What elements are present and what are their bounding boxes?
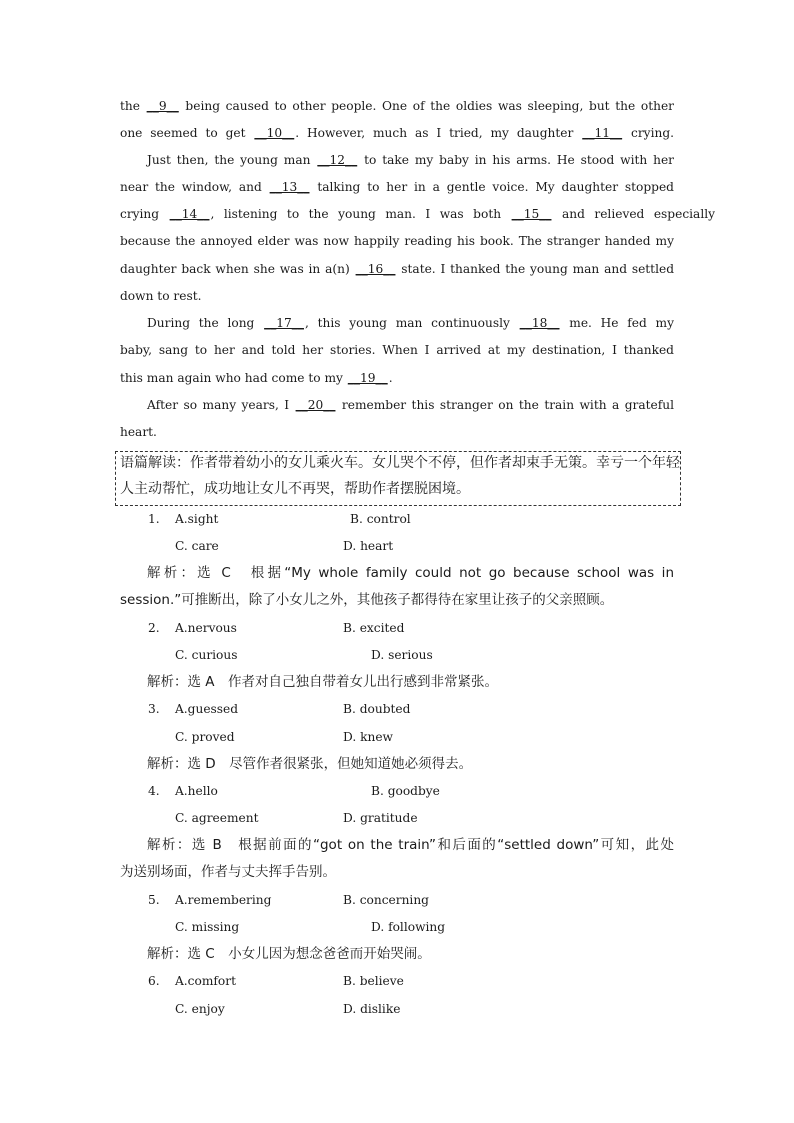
blank-10: __10__ <box>254 126 295 140</box>
analysis-text: 解析：选 D 尽管作者很紧张，但她知道她必须得去。 <box>147 756 473 772</box>
blank-12: __12__ <box>317 153 358 167</box>
option-d: D. following <box>371 920 446 934</box>
passage-line: baby, sang to her and told her stories. When I arrived at my destination, I thanked <box>120 343 674 357</box>
blank-15: __15__ <box>511 207 552 221</box>
analysis-text: 解析：选 B 根据前面的“got on the train”和后面的“settled down”可知，此处 <box>147 837 674 853</box>
blank-17: __17__ <box>264 316 304 330</box>
blank-18: __18__ <box>519 316 560 330</box>
blank-9: __9__ <box>146 99 179 113</box>
option-b: B. concerning <box>343 893 429 907</box>
question-number: 2. <box>148 621 160 635</box>
blank-14: __14__ <box>169 207 210 221</box>
blank-16: __16__ <box>355 262 396 276</box>
analysis-text: session.”可推断出，除了小女儿之外，其他孩子都得待在家里让孩子的父亲照顾。 <box>120 592 614 608</box>
option-d: D. knew <box>343 730 393 744</box>
blank-13: __13__ <box>269 180 310 194</box>
option-a: A.sight <box>175 512 219 526</box>
passage-line: the __9__ being caused to other people. One of the oldies was sleeping, but the other <box>120 99 674 113</box>
analysis-text: 解析：选 C 根据“My whole family could not go because school was in <box>147 565 674 581</box>
passage-line: crying __14__, listening to the young man. I was both __15__ and relieved especially <box>120 207 715 221</box>
passage-line: heart. <box>120 425 157 439</box>
option-a: A.hello <box>175 784 218 798</box>
option-b: B. control <box>350 512 411 526</box>
option-b: B. believe <box>343 974 404 988</box>
passage-line: Just then, the young man __12__ to take my baby in his arms. He stood with her <box>147 153 674 167</box>
option-d: D. gratitude <box>343 811 418 825</box>
question-number: 3. <box>148 702 160 716</box>
option-a: A.remembering <box>175 893 272 907</box>
question-number: 1. <box>148 512 160 526</box>
option-c: C. proved <box>175 730 235 744</box>
analysis-text: 解析：选 A 作者对自己独自带着女儿出行感到非常紧张。 <box>147 674 499 690</box>
option-c: C. enjoy <box>175 1002 225 1016</box>
passage-line: because the annoyed elder was now happily reading his book. The stranger handed my <box>120 234 674 248</box>
passage-line: daughter back when she was in a(n) __16__ state. I thanked the young man and settled <box>120 262 674 276</box>
option-a: A.nervous <box>175 621 237 635</box>
summary-text: 语篇解读：作者带着幼小的女儿乘火车。女儿哭个不停，但作者却束手无策。幸亏一个年轻 <box>120 455 680 471</box>
question-number: 5. <box>148 893 160 907</box>
option-c: C. agreement <box>175 811 259 825</box>
option-b: B. excited <box>343 621 405 635</box>
option-a: A.guessed <box>175 702 239 716</box>
blank-11: __11__ <box>582 126 623 140</box>
option-a: A.comfort <box>175 974 236 988</box>
passage-line: this man again who had come to my __19__. <box>120 371 393 385</box>
blank-20: __20__ <box>295 398 336 412</box>
option-c: C. curious <box>175 648 238 662</box>
analysis-text: 为送别场面，作者与丈夫挥手告别。 <box>120 864 336 880</box>
passage-line: After so many years, I __20__ remember this stranger on the train with a grateful <box>147 398 674 412</box>
passage-line: near the window, and __13__ talking to her in a gentle voice. My daughter stopped <box>120 180 674 194</box>
summary-text: 人主动帮忙，成功地让女儿不再哭，帮助作者摆脱困境。 <box>120 481 470 497</box>
option-d: D. dislike <box>343 1002 401 1016</box>
option-c: C. care <box>175 539 219 553</box>
option-c: C. missing <box>175 920 240 934</box>
question-number: 6. <box>148 974 160 988</box>
passage-line: down to rest. <box>120 289 202 303</box>
passage-line: During the long __17__, this young man continuously __18__ me. He fed my <box>147 316 674 330</box>
option-d: D. serious <box>371 648 433 662</box>
question-number: 4. <box>148 784 160 798</box>
option-b: B. goodbye <box>371 784 440 798</box>
blank-19: __19__ <box>347 371 388 385</box>
option-d: D. heart <box>343 539 394 553</box>
option-b: B. doubted <box>343 702 411 716</box>
analysis-text: 解析：选 C 小女儿因为想念爸爸而开始哭闹。 <box>147 946 431 962</box>
passage-line: one seemed to get __10__. However, much as I tried, my daughter __11__ crying. <box>120 126 674 140</box>
